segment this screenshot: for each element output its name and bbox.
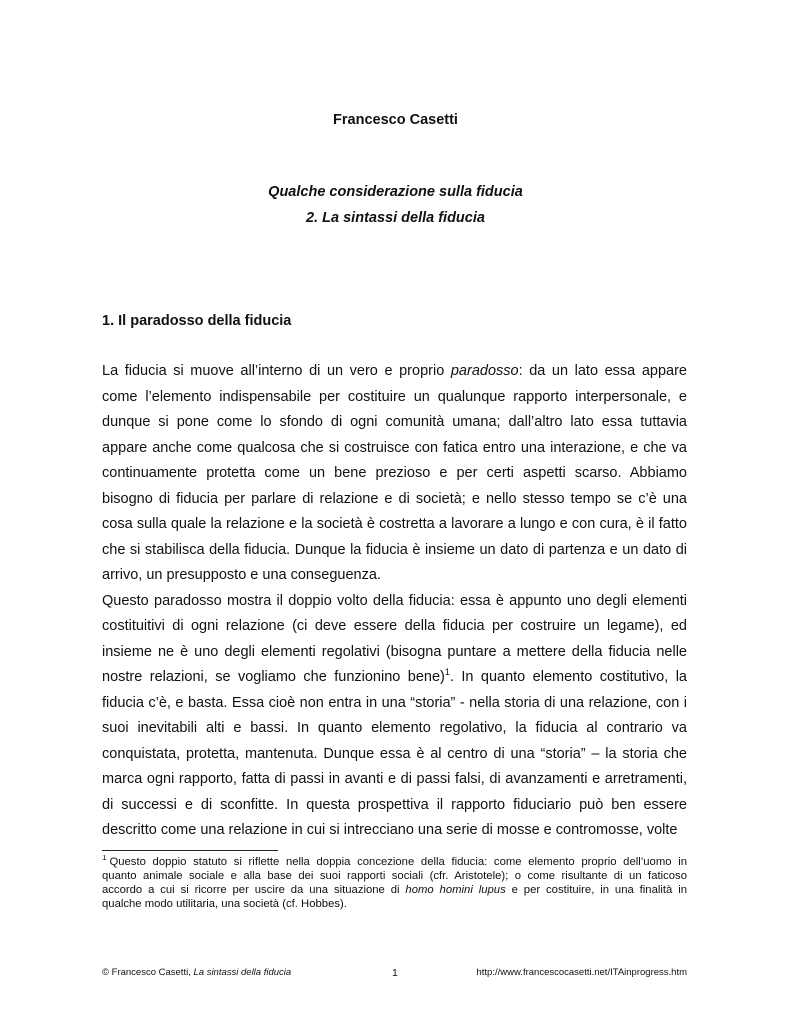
body-line: marca ogni rapporto, fatta di passi in avanti e di passi falsi, di avanzamenti e arretramenti, xyxy=(102,771,687,787)
footnote-divider xyxy=(102,850,278,851)
body-line: che si stabilisca della fiducia. Dunque la fiducia è insieme un dato di partenza e un dato di xyxy=(102,541,687,558)
body-line: descritto come una relazione in cui si intrecciano una serie di mosse e contromosse, volte xyxy=(102,822,678,838)
body-line: dunque si pone come lo sfondo di ogni comunità umana; dall’altro lato essa tuttavia xyxy=(102,414,687,430)
body-line: arrivo, un presupposto e una conseguenza. xyxy=(102,567,381,583)
body-line: di successi e di sconfitte. In questa prospettiva il rapporto fiduciario può ben essere xyxy=(102,796,687,813)
page-number: 1 xyxy=(392,967,398,979)
footnote-line: quanto animale sociale e alla base dei suoi rapporti sociali (cfr. Aristotele); o come risultante di un faticoso xyxy=(102,870,687,882)
body-line: fiducia c’è, e basta. Essa cioè non entra in una “storia” - nella storia di una relazione, con i xyxy=(102,694,687,711)
footer-copyright: © Francesco Casetti, La sintassi della fiducia xyxy=(102,967,292,978)
footnote-marker: 1 xyxy=(102,855,107,863)
body-line: appare anche come qualcosa che si costruisce con fatica entro una interazione, e che va xyxy=(102,439,687,456)
body-line: continuamente protetta come un bene prezioso e per certi aspetti scarso. Abbiamo xyxy=(102,465,687,481)
body-line: Questo paradosso mostra il doppio volto della fiducia: essa è appunto uno degli elementi xyxy=(102,592,687,609)
page-footer xyxy=(102,967,687,981)
footnote-line: accordo a cui si ricorre per uscire da una situazione di homo homini lupus e per costituire, in una finalità in xyxy=(102,884,687,896)
body-text xyxy=(102,359,687,844)
footnote-reference[interactable]: 1 xyxy=(444,667,450,678)
body-line: nostre relazioni, se vogliamo che funzionino bene)$^1$. In quanto elemento costitutivo, la xyxy=(102,667,687,685)
document-subtitle: 2. La sintassi della fiducia xyxy=(306,210,485,226)
body-line: conquistata, protetta, mantenuta. Dunque essa è al centro di una “storia” – la storia che xyxy=(102,745,687,762)
body-line: bisogno di fiducia per parlare di relazione e di società; e nello stesso tempo se c’è una xyxy=(102,490,687,507)
footnote-line: qualche modo utilitaria, una società (cf. Hobbes). xyxy=(102,898,347,910)
section-heading: 1. Il paradosso della fiducia xyxy=(102,313,292,329)
footer-doc-title: La sintassi della fiducia xyxy=(193,967,292,978)
body-line: La fiducia si muove all’interno di un vero e proprio paradosso: da un lato essa appare xyxy=(102,363,687,379)
footer-url[interactable]: http://www.francescocasetti.net/ITAinprogress.htm xyxy=(476,967,687,978)
body-line: costituitivi di ogni relazione (ci deve essere della fiducia per costruire un legame), ed xyxy=(102,618,687,634)
emphasis-text: paradosso xyxy=(450,363,519,379)
emphasis-text: homo homini lupus xyxy=(405,884,506,896)
body-line: insieme ne è uno degli elementi regolativi (bisogna puntare a mettere della fiducia nelle xyxy=(102,643,687,660)
body-line: cosa sulla quale la relazione e la società è costretta a lavorare a lungo e con cura, è il fatto xyxy=(102,516,687,532)
footnote-line: $^1$ Questo doppio statuto si riflette nella doppia concezione della fiducia: come elemento proprio dell’uomo in xyxy=(102,855,687,868)
author-name: Francesco Casetti xyxy=(333,112,458,128)
body-line: come l’elemento indispensabile per costituire un qualunque rapporto interpersonale, e xyxy=(102,388,687,405)
footnote xyxy=(102,855,687,911)
body-line: suoi inevitabili alti e bassi. In quanto elemento regolativo, la fiducia al contrario va xyxy=(102,720,687,736)
document-title: Qualche considerazione sulla fiducia xyxy=(268,184,523,200)
